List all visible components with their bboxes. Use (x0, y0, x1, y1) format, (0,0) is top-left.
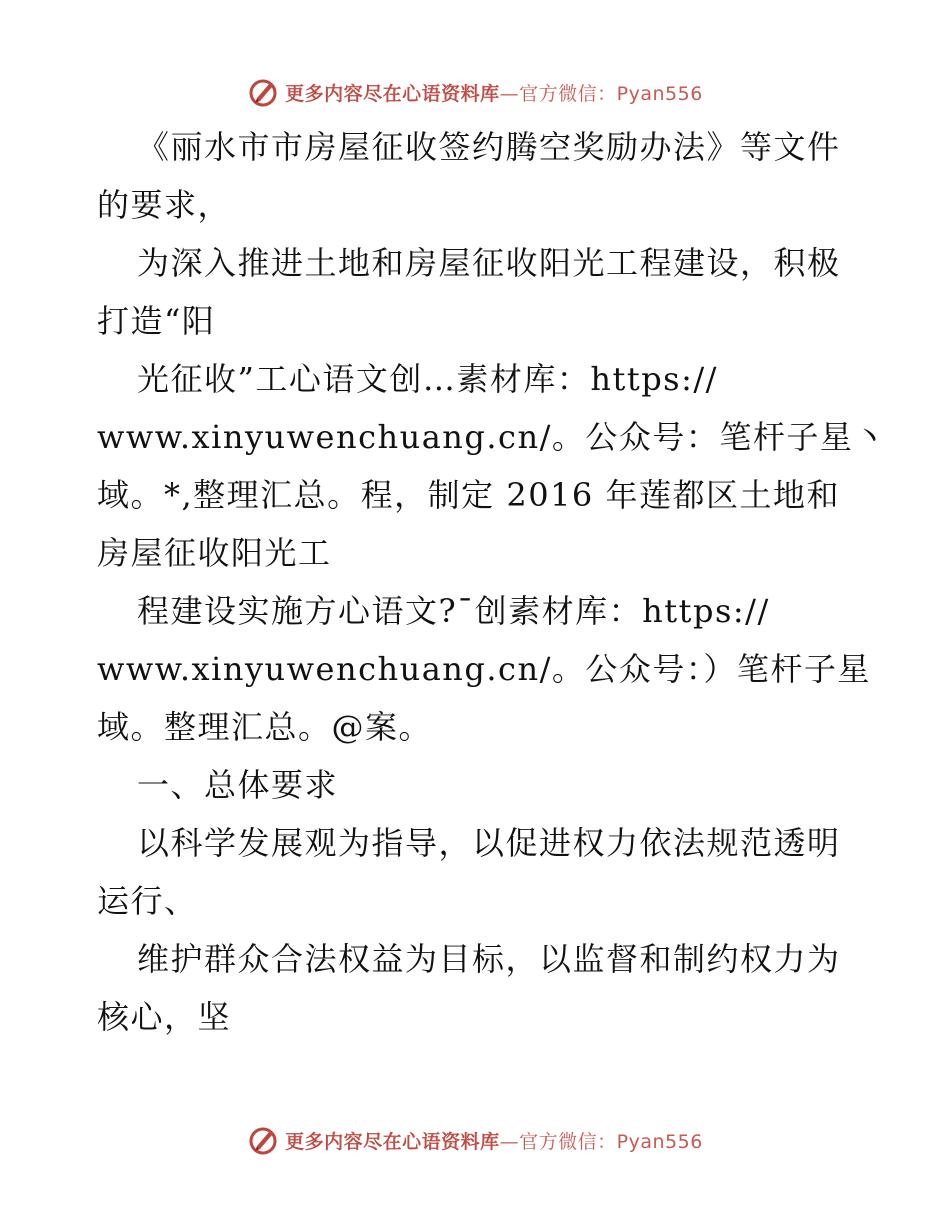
pen-logo-icon (247, 1124, 279, 1156)
footer-watermark-text: 更多内容尽在心语资料库—官方微信：Pyan556 (285, 1130, 703, 1153)
text-line: 核心，坚 (97, 998, 232, 1036)
header-watermark (0, 72, 950, 112)
text-line: 运行、 (97, 882, 198, 920)
text-line: www.xinyuwenchuang.cn/。公众号：笔杆子星丶 (97, 418, 887, 456)
text-line: 以科学发展观为指导，以促进权力依法规范透明 (137, 824, 841, 862)
text-line: 程建设实施方心语文?¯创素材库：https:// (137, 592, 770, 630)
text-line: 维护群众合法权益为目标，以监督和制约权力为 (137, 940, 841, 978)
text-line: 光征收”工心语文创…素材库：https:// (137, 360, 718, 398)
header-watermark-text: 更多内容尽在心语资料库—官方微信：Pyan556 (285, 82, 703, 105)
text-line: 域。*,整理汇总。程，制定 2016 年莲都区土地和 (97, 476, 840, 514)
text-line: 为深入推进土地和房屋征收阳光工程建设，积极 (137, 244, 841, 282)
pen-logo-icon (247, 76, 279, 108)
section-heading: 一、总体要求 (137, 766, 339, 804)
text-line: www.xinyuwenchuang.cn/。公众号：）笔杆子星 (97, 650, 871, 688)
text-line: 的要求， (97, 186, 232, 224)
text-line: 《丽水市市房屋征收签约腾空奖励办法》等文件 (137, 128, 841, 166)
text-line: 房屋征收阳光工 (97, 534, 332, 572)
footer-watermark (0, 1120, 950, 1160)
text-line: 打造“阳 (97, 302, 216, 340)
document-body (97, 118, 887, 1046)
text-line: 域。整理汇总。@案。 (97, 708, 433, 746)
